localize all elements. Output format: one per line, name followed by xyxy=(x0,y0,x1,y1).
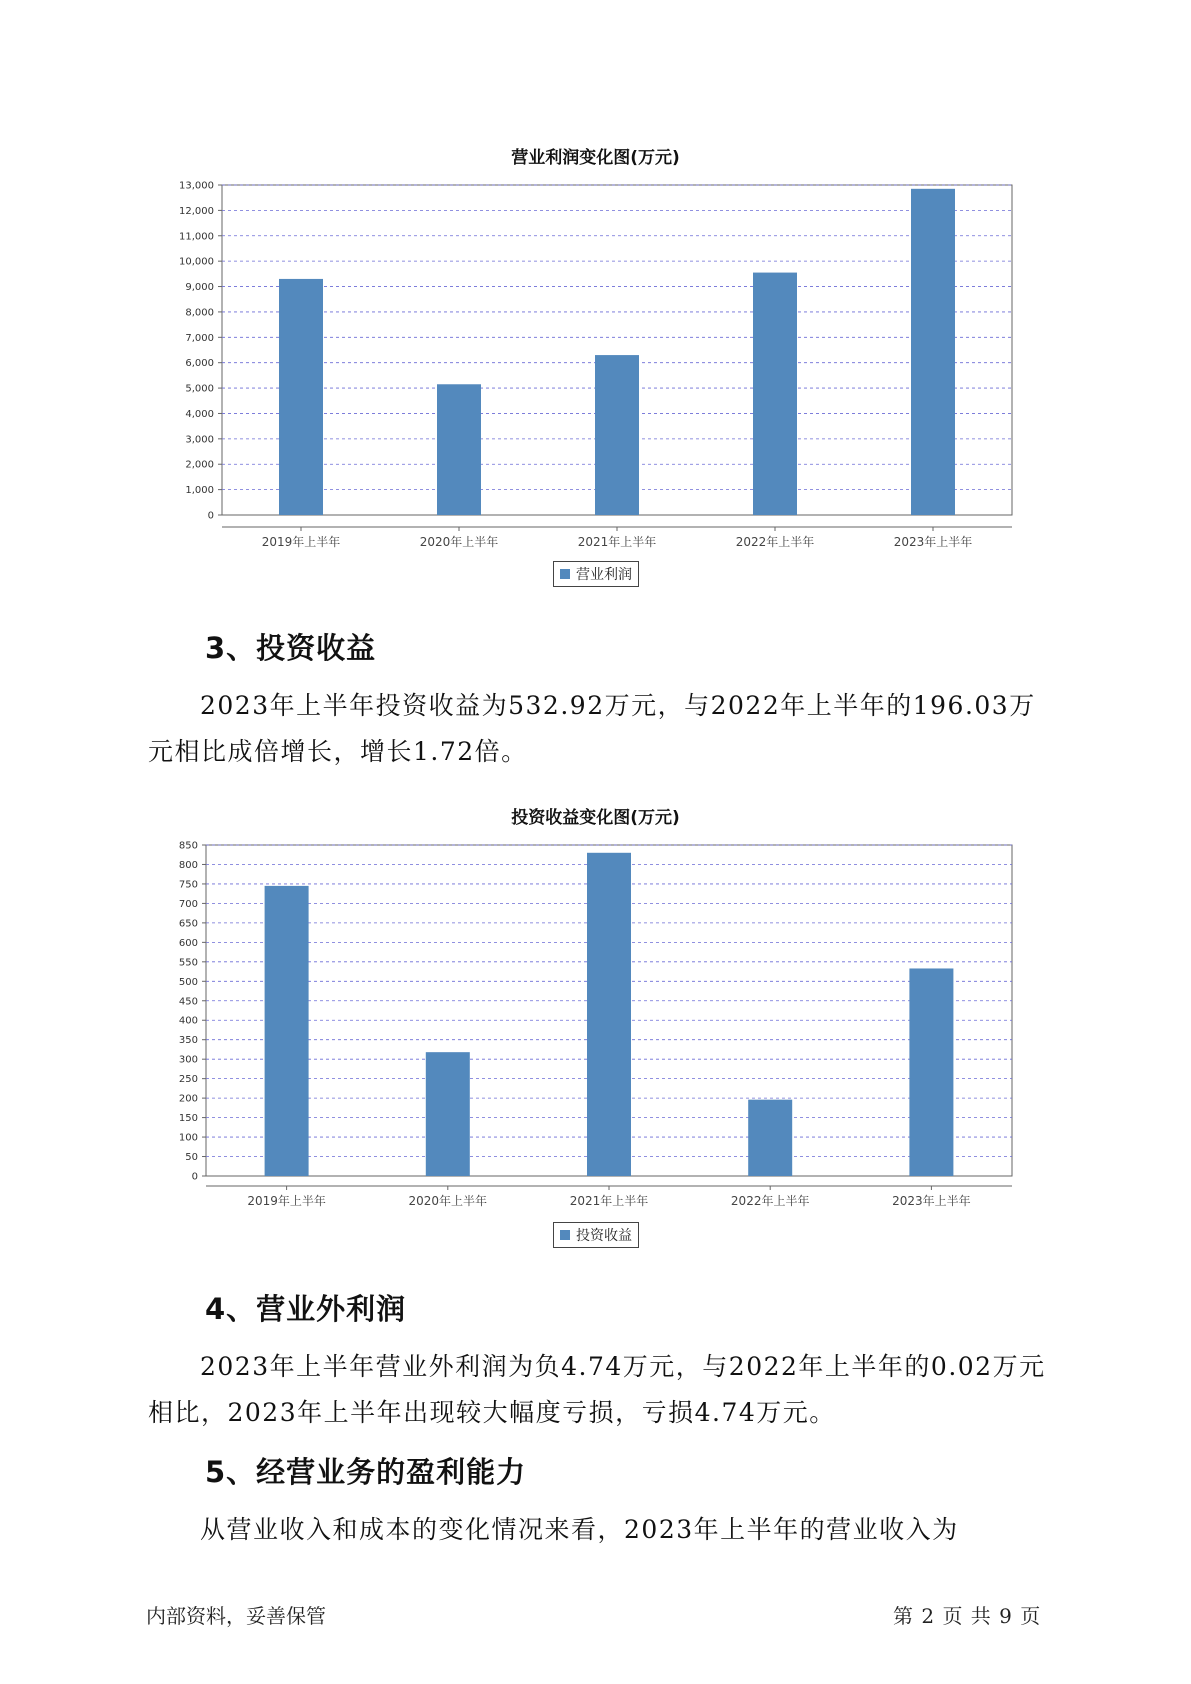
investment-paragraph: 2023年上半年投资收益为532.92万元，与2022年上半年的196.03万元相比成倍增长，增长1.72倍。 xyxy=(148,691,1036,766)
y-tick-label: 8,000 xyxy=(185,307,214,319)
y-tick-label: 650 xyxy=(178,918,198,930)
legend-label: 投资收益 xyxy=(576,1228,632,1244)
x-category-label: 2019年上半年 xyxy=(247,1194,326,1208)
y-tick-label: 3,000 xyxy=(185,434,214,446)
y-tick-label: 750 xyxy=(178,879,198,891)
operating-profit-chart-title: 营业利润变化图(万元) xyxy=(511,148,680,168)
investment-heading: 3、投资收益 xyxy=(205,631,377,665)
y-tick-label: 150 xyxy=(178,1113,198,1125)
x-category-label: 2020年上半年 xyxy=(419,535,499,549)
bar xyxy=(909,968,953,1176)
y-tick-label: 100 xyxy=(178,1132,198,1144)
y-tick-label: 500 xyxy=(178,976,198,988)
y-tick-label: 300 xyxy=(178,1054,198,1066)
legend-label: 营业利润 xyxy=(576,567,632,583)
legend-swatch-icon xyxy=(560,1230,570,1240)
x-category-label: 2021年上半年 xyxy=(577,535,657,549)
y-tick-label: 0 xyxy=(207,510,214,522)
y-tick-label: 800 xyxy=(178,859,198,871)
y-tick-label: 4,000 xyxy=(185,408,214,420)
y-tick-label: 0 xyxy=(191,1171,198,1183)
bar xyxy=(587,853,631,1176)
y-tick-label: 200 xyxy=(178,1093,198,1105)
footer-confidential-note: 内部资料，妥善保管 xyxy=(146,1604,326,1628)
y-tick-label: 350 xyxy=(178,1035,198,1047)
y-tick-label: 6,000 xyxy=(185,358,214,370)
non-operating-heading: 4、营业外利润 xyxy=(205,1292,407,1326)
y-tick-label: 7,000 xyxy=(185,332,214,344)
y-tick-label: 700 xyxy=(178,898,198,910)
y-tick-label: 13,000 xyxy=(179,180,214,192)
x-category-label: 2020年上半年 xyxy=(408,1194,488,1208)
investment-income-chart-title: 投资收益变化图(万元) xyxy=(511,808,680,828)
x-category-label: 2022年上半年 xyxy=(735,535,815,549)
x-category-label: 2019年上半年 xyxy=(261,535,341,549)
y-tick-label: 2,000 xyxy=(185,459,214,471)
footer-page-number: 第 2 页 共 9 页 xyxy=(893,1604,1042,1628)
y-tick-label: 11,000 xyxy=(179,231,214,243)
x-category-label: 2022年上半年 xyxy=(730,1194,810,1208)
y-tick-label: 550 xyxy=(178,957,198,969)
y-tick-label: 10,000 xyxy=(179,256,214,268)
bar xyxy=(426,1052,470,1176)
investment-income-legend xyxy=(553,1222,639,1248)
profitability-heading: 5、经营业务的盈利能力 xyxy=(205,1455,527,1489)
bar xyxy=(748,1100,792,1176)
non-operating-paragraph: 2023年上半年营业外利润为负4.74万元，与2022年上半年的0.02万元相比，2023年上半年出现较大幅度亏损，亏损4.74万元。 xyxy=(148,1352,1046,1427)
bar xyxy=(265,886,309,1176)
x-category-label: 2023年上半年 xyxy=(893,535,973,549)
y-tick-label: 9,000 xyxy=(185,282,214,294)
y-tick-label: 600 xyxy=(178,937,198,949)
y-tick-label: 50 xyxy=(185,1152,198,1164)
y-tick-label: 5,000 xyxy=(185,383,214,395)
y-tick-label: 400 xyxy=(178,1015,198,1027)
y-tick-label: 12,000 xyxy=(179,205,214,217)
x-category-label: 2021年上半年 xyxy=(569,1194,649,1208)
x-category-label: 2023年上半年 xyxy=(892,1194,971,1208)
y-tick-label: 1,000 xyxy=(185,485,214,497)
y-tick-label: 850 xyxy=(178,840,198,852)
y-tick-label: 250 xyxy=(178,1074,198,1086)
profitability-paragraph: 从营业收入和成本的变化情况来看，2023年上半年的营业收入为 xyxy=(200,1515,959,1544)
y-tick-label: 450 xyxy=(178,996,198,1008)
